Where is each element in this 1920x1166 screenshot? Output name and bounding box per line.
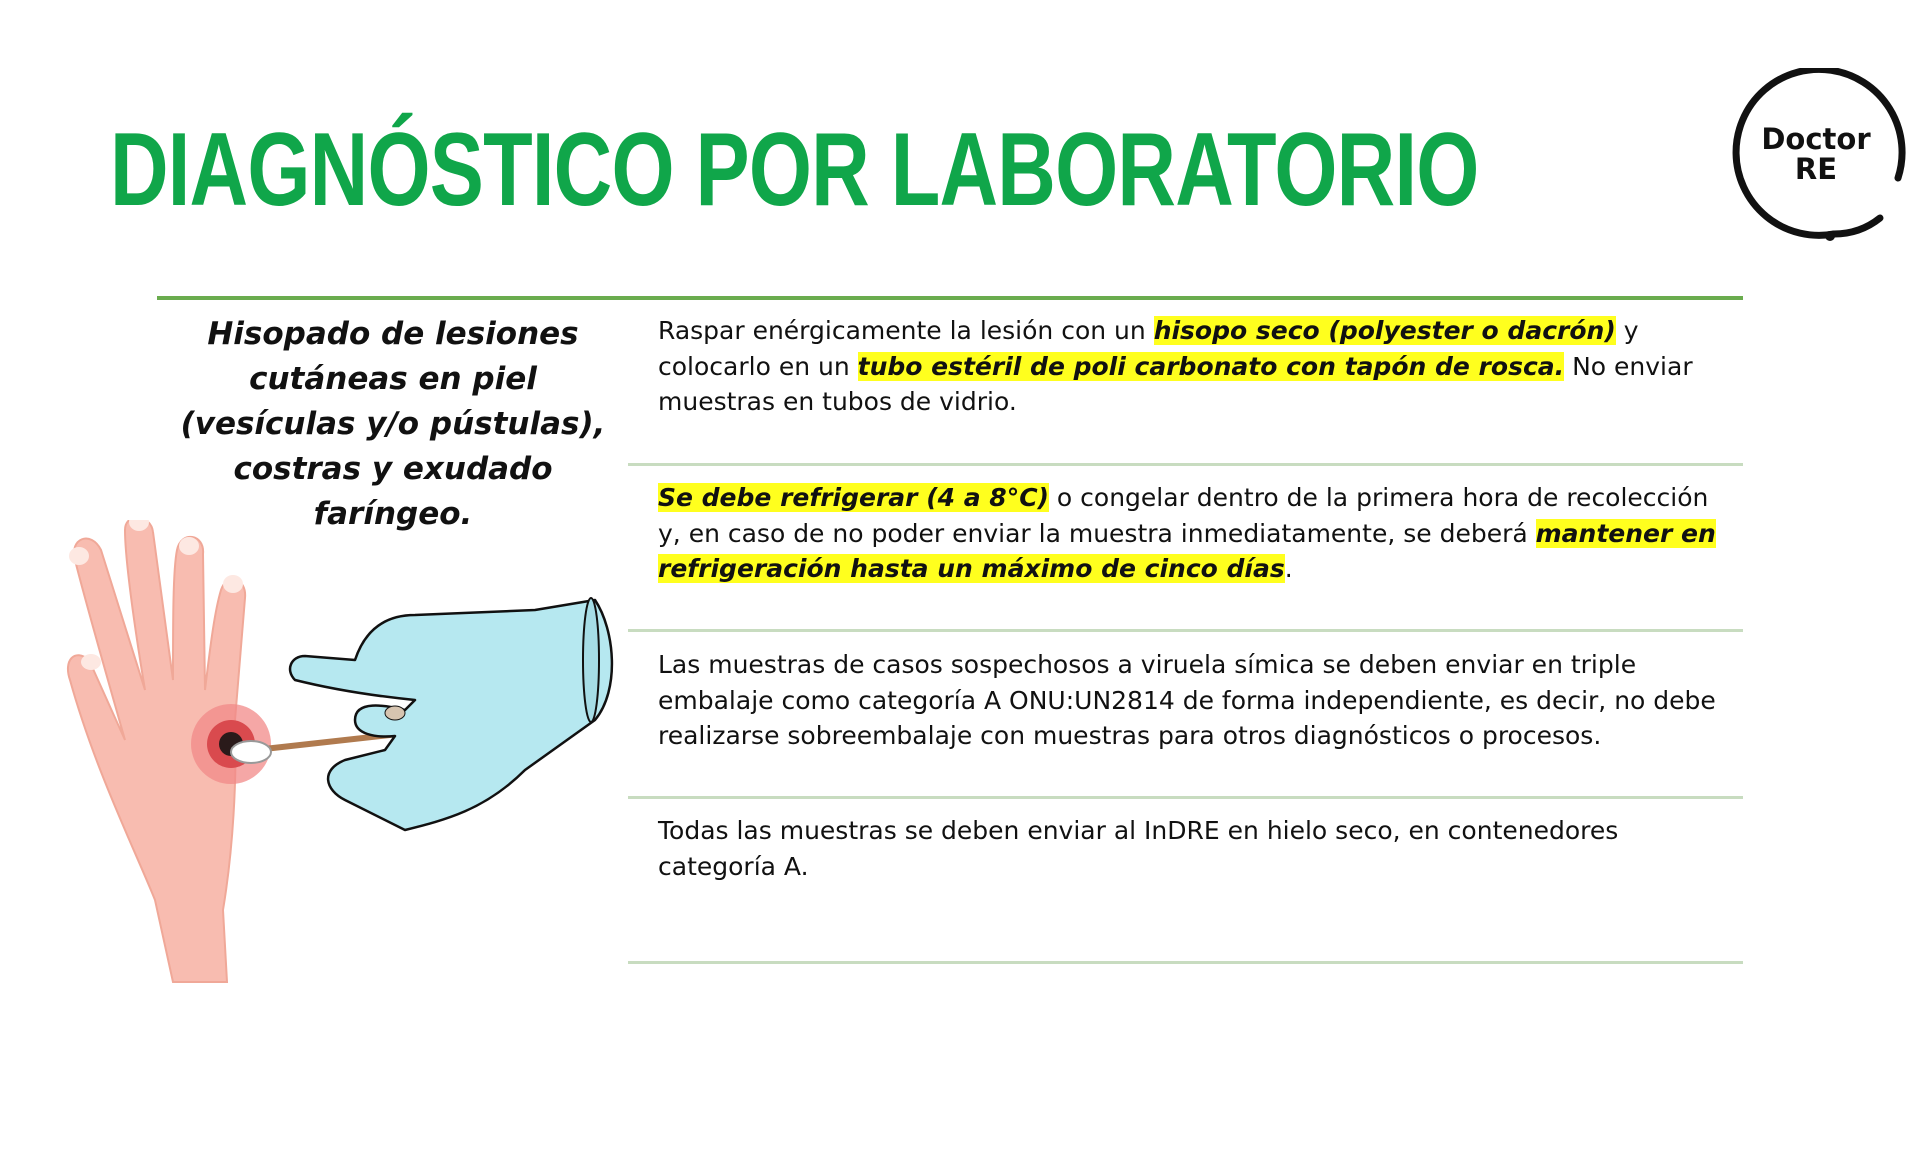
logo-line-1: Doctor [1761,122,1871,156]
instruction-collection: Raspar enérgicamente la lesión con un hisopo seco (polyester o dacrón) y colocarlo en un tubo estéril de poli carbonato con tapón de rosca. No enviar muestras en tubos de vidrio. [658,316,1693,416]
instruction-storage: Se debe refrigerar (4 a 8°C) o congelar dentro de la primera hora de recolección y, en caso de no poder enviar la muestra inmediatamente, se deberá mantener en refrigeración hasta un máximo de cinco días. [658,483,1716,583]
highlight-keep-refrigerated: mantener en refrigeración hasta un máximo de cinco días [658,518,1716,583]
gloved-hand-icon [290,598,612,830]
row-divider [628,629,1743,632]
hand-swab-glove-illustration [55,520,655,990]
row-divider [628,463,1743,466]
doctor-re-logo [1730,68,1908,246]
instruction-shipping: Todas las muestras se deben enviar al InDRE en hielo seco, en contenedores categoría A. [658,816,1619,881]
sample-type-heading: Hisopado de lesiones cutáneas en piel (vesículas y/o pústulas), costras y exudado faríngeo. [180,316,606,532]
highlight-dry-swab: hisopo seco (polyester o dacrón) [1153,316,1616,345]
logo-text [1730,124,1902,184]
instruction-packaging: Las muestras de casos sospechosos a viruela símica se deben enviar en triple embalaje como categoría A ONU:UN2814 de forma independiente, es decir, no debe realizarse sobreembalaje con muestras para otros diagnósticos o procesos. [658,650,1716,750]
row-divider [628,961,1743,964]
highlight-sterile-tube: tubo estéril de poli carbonato con tapón de rosca. [857,351,1565,381]
logo-line-2: RE [1794,152,1838,186]
row-divider [628,796,1743,799]
highlight-refrigerate: Se debe refrigerar (4 a 8°C) [658,483,1049,512]
header-divider [157,296,1743,300]
page-title: DIAGNÓSTICO POR LABORATORIO [110,112,1479,228]
